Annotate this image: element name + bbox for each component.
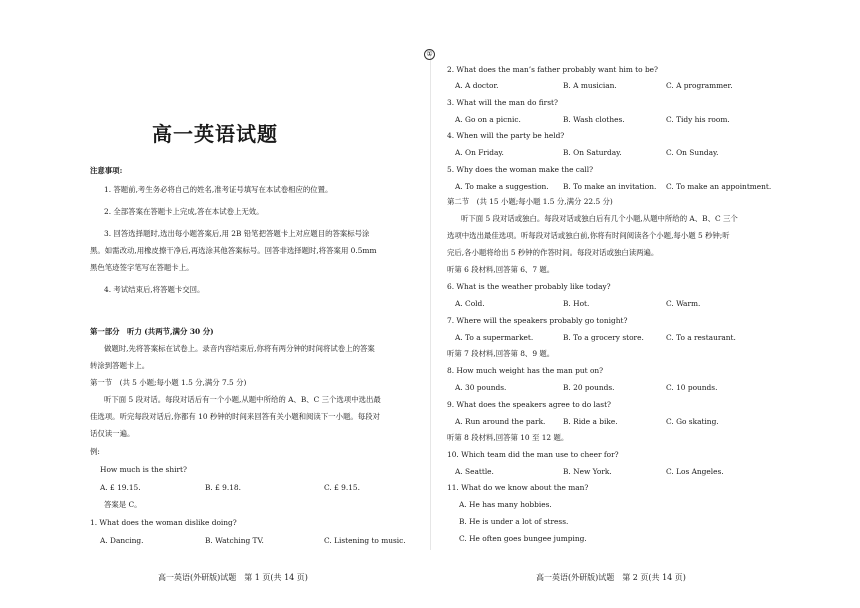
- question: 11. What do we know about the man?: [447, 483, 589, 492]
- option: B. A musician.: [563, 81, 617, 90]
- option: B. He is under a lot of stress.: [459, 517, 569, 526]
- material-note: 听第 7 段材料,回答第 8、9 题。: [447, 349, 555, 358]
- option: C. On Sunday.: [666, 148, 719, 157]
- option: C. To a restaurant.: [666, 333, 736, 342]
- question: 2. What does the man’s father probably want him to be?: [447, 65, 659, 74]
- option: A. He has many hobbies.: [459, 500, 552, 509]
- notice-line: 1. 答题前,考生务必将自己的姓名,准考证号填写在本试卷相应的位置。: [104, 185, 333, 194]
- question: 8. How much weight has the man put on?: [447, 366, 604, 375]
- question: 5. Why does the woman make the call?: [447, 165, 594, 174]
- page-footer: 高一英语(外研版)试题 第 2 页(共 14 页): [536, 573, 686, 582]
- page-2: [430, 0, 860, 608]
- question: 7. Where will the speakers probably go tonight?: [447, 316, 628, 325]
- option: B. Wash clothes.: [563, 115, 625, 124]
- option: B. 20 pounds.: [563, 383, 615, 392]
- notice-line: 3. 回答选择题时,选出每小题答案后,用 2B 铅笔把答题卡上对应题目的答案标号涂: [104, 229, 370, 238]
- option: B. To make an invitation.: [563, 182, 657, 191]
- question: 6. What is the weather probably like today?: [447, 282, 611, 291]
- option: C. Warm.: [666, 299, 701, 308]
- section1-intro: 话仅读一遍。: [90, 429, 135, 438]
- option: B. Hot.: [563, 299, 590, 308]
- page-footer: 高一英语(外研版)试题 第 1 页(共 14 页): [158, 573, 308, 582]
- part1-intro: 转涂到答题卡上。: [90, 361, 150, 370]
- option: C. £ 9.15.: [324, 483, 360, 492]
- question: 1. What does the woman dislike doing?: [90, 518, 237, 527]
- question: 4. When will the party be held?: [447, 131, 565, 140]
- option: B. £ 9.18.: [205, 483, 241, 492]
- option: B. On Saturday.: [563, 148, 622, 157]
- option: A. To a supermarket.: [455, 333, 534, 342]
- question: 10. Which team did the man use to cheer for?: [447, 450, 619, 459]
- option: A. Go on a picnic.: [455, 115, 521, 124]
- example-label: 例:: [90, 447, 100, 456]
- option: C. He often goes bungee jumping.: [459, 534, 587, 543]
- notice-line: 黑。如需改动,用橡皮擦干净后,再选涂其他答案标号。回答非选择题时,将答案用 0.5mm: [90, 246, 377, 255]
- example-answer: 答案是 C。: [104, 500, 142, 509]
- section2-intro: 选项中选出最佳选项。听每段对话或独白前,你将有时间阅读各个小题,每小题 5 秒钟;听: [447, 231, 730, 240]
- section1-heading: 第一节 (共 5 小题;每小题 1.5 分,满分 7.5 分): [90, 378, 247, 387]
- question: 3. What will the man do first?: [447, 98, 558, 107]
- part1-intro: 做题时,先将答案标在试卷上。录音内容结束后,你将有两分钟的时间将试卷上的答案: [104, 344, 375, 353]
- option: A. To make a suggestion.: [455, 182, 549, 191]
- option: B. New York.: [563, 467, 612, 476]
- option: A. Seattle.: [455, 467, 494, 476]
- section2-intro: 完后,各小题将给出 5 秒钟的作答时间。每段对话或独白读两遍。: [447, 248, 659, 257]
- binding-mark: ①: [424, 49, 435, 60]
- part1-heading: 第一部分 听力 (共两节,满分 30 分): [90, 327, 214, 336]
- section1-intro: 佳选项。听完每段对话后,你都有 10 秒钟的时间来回答有关小题和阅读下一小题。每段对: [90, 412, 380, 421]
- material-note: 听第 6 段材料,回答第 6、7 题。: [447, 265, 555, 274]
- option: A. £ 19.15.: [100, 483, 141, 492]
- option: A. Cold.: [455, 299, 485, 308]
- option: A. A doctor.: [455, 81, 499, 90]
- section2-heading: 第二节 (共 15 小题;每小题 1.5 分,满分 22.5 分): [447, 197, 613, 206]
- exam-title: 高一英语试题: [152, 122, 278, 146]
- option: A. Dancing.: [100, 536, 144, 545]
- option: A. 30 pounds.: [455, 383, 507, 392]
- option: B. To a grocery store.: [563, 333, 644, 342]
- question: 9. What does the speakers agree to do last?: [447, 400, 612, 409]
- notice-line: 黑色笔迹签字笔写在答题卡上。: [90, 263, 194, 272]
- notice-heading: 注意事项:: [90, 166, 123, 175]
- option: C. To make an appointment.: [666, 182, 772, 191]
- material-note: 听第 8 段材料,回答第 10 至 12 题。: [447, 433, 569, 442]
- section2-intro: 听下面 5 段对话或独白。每段对话或独白后有几个小题,从题中所给的 A、B、C 三个: [461, 214, 738, 223]
- option: C. 10 pounds.: [666, 383, 718, 392]
- option: C. Listening to music.: [324, 536, 406, 545]
- notice-line: 2. 全部答案在答题卡上完成,答在本试卷上无效。: [104, 207, 264, 216]
- option: C. Tidy his room.: [666, 115, 730, 124]
- option: B. Ride a bike.: [563, 417, 618, 426]
- example-question: How much is the shirt?: [100, 465, 187, 474]
- option: A. On Friday.: [455, 148, 504, 157]
- option: C. Los Angeles.: [666, 467, 724, 476]
- notice-line: 4. 考试结束后,将答题卡交回。: [104, 285, 205, 294]
- option: C. Go skating.: [666, 417, 719, 426]
- option: A. Run around the park.: [455, 417, 546, 426]
- option: B. Watching TV.: [205, 536, 264, 545]
- option: C. A programmer.: [666, 81, 733, 90]
- section1-intro: 听下面 5 段对话。每段对话后有一个小题,从题中所给的 A、B、C 三个选项中选出最: [104, 395, 381, 404]
